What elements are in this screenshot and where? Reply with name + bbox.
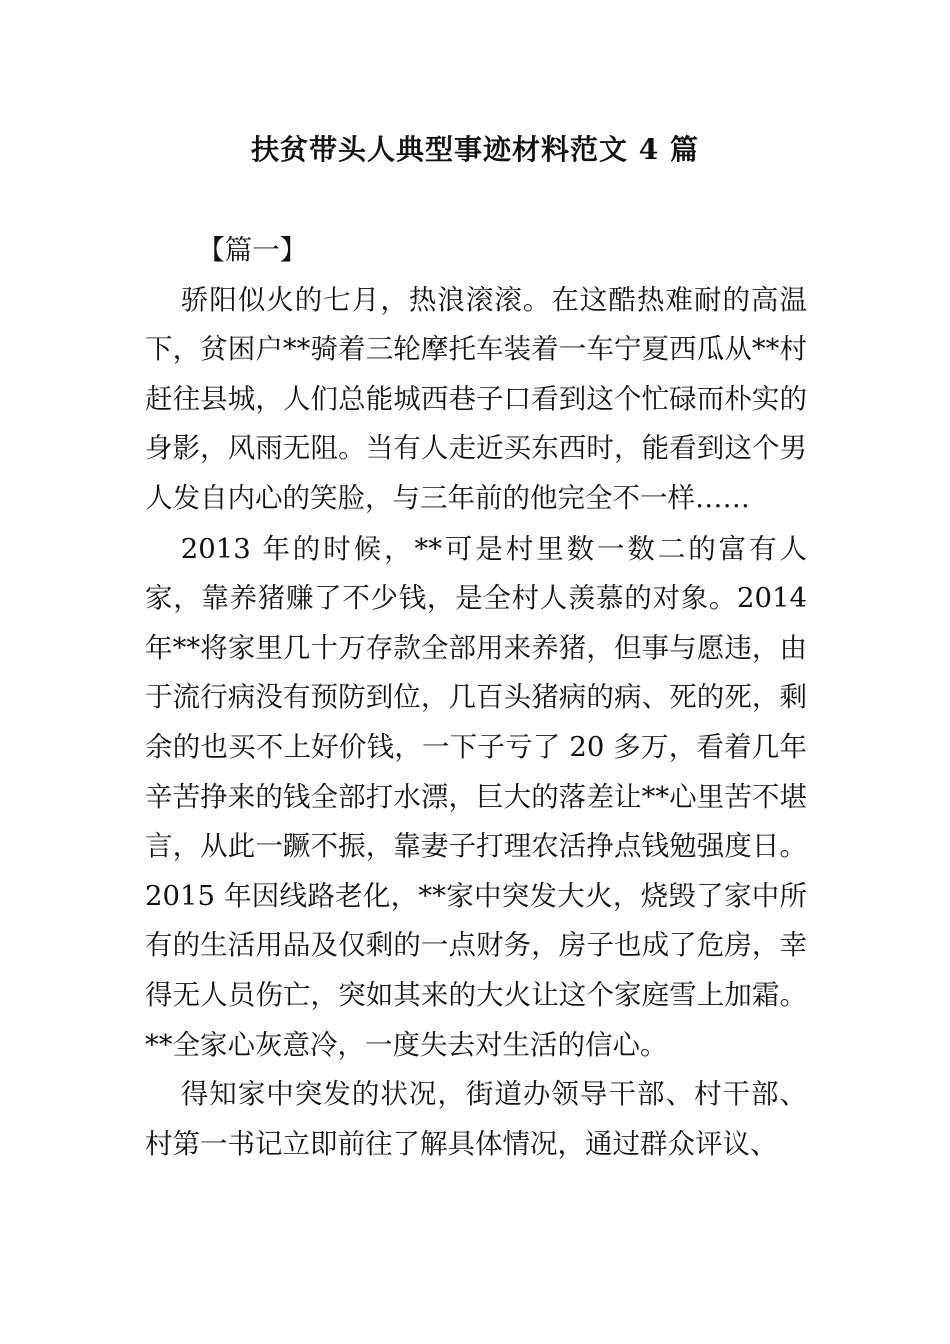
document-body xyxy=(145,226,807,1169)
paragraph-3: 得知家中突发的状况，街道办领导干部、村干部、村第一书记立即前往了解具体情况，通过群众评议、 xyxy=(145,1078,807,1160)
section-label: 【篇一】 xyxy=(197,234,308,266)
paragraph-1: 骄阳似火的七月，热浪滚滚。在这酷热难耐的高温下，贫困户**骑着三轮摩托车装着一车宁夏西瓜从**村赶往县城，人们总能城西巷子口看到这个忙碌而朴实的身影，风雨无阻。当有人走近买东西时，能看到这个男人发自内心的笑脸，与三年前的他完全不一样…… xyxy=(145,283,807,514)
paragraph-2: 2013 年的时候，**可是村里数一数二的富有人家，靠养猪赚了不少钱，是全村人羡慕的对象。2014 年**将家里几十万存款全部用来养猪，但事与愿违，由于流行病没有预防到位，几百头猪病的病、死的死，剩余的也买不上好价钱，一下子亏了 20 多万，看着几年辛苦挣来的钱全部打水漂，巨大的落差让**心里苦不堪言，从此一蹶不振，靠妻子打理农活挣点钱勉强度日。2015 年因线路老化，**家中突发大火，烧毁了家中所有的生活用品及仅剩的一点财务，房子也成了危房，幸得无人员伤亡，突如其来的大火让这个家庭雪上加霜。**全家心灰意冷，一度失去对生活的信心。 xyxy=(145,532,807,1061)
document-title: 扶贫带头人典型事迹材料范文 4 篇 xyxy=(251,133,699,166)
